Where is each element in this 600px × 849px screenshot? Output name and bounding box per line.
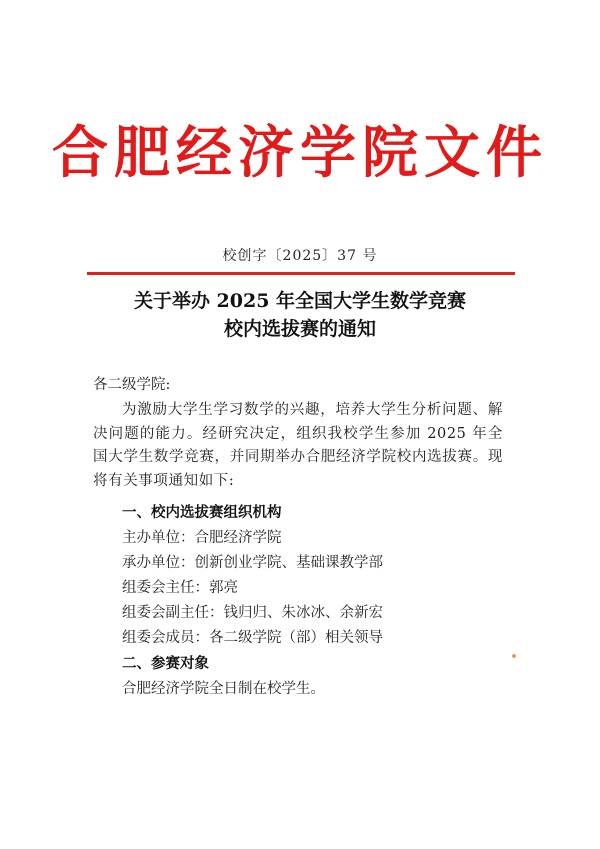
section-1-heading: 一、校内选拔赛组织机构 bbox=[122, 504, 282, 521]
co-organizer-line: 承办单位：创新创业学院、基础课教学部 bbox=[122, 555, 383, 571]
intro-paragraph: 为激励大学生学习数学的兴趣，培养大学生分析问题、解决问题的能力。经研究决定，组织我校学生参加 2025 年全国大学生数学竞赛，并同期举办合肥经济学院校内选拔赛。现将有关事项通知如下: bbox=[93, 402, 503, 489]
notice-title-line-2: 校内选拔赛的通知 bbox=[223, 318, 376, 340]
notice-title bbox=[0, 287, 600, 343]
document-masthead: 合肥经济学院文件 bbox=[52, 120, 548, 186]
red-separator-line bbox=[87, 272, 515, 275]
committee-members-line: 组委会成员：各二级学院（部）相关领导 bbox=[122, 630, 383, 646]
greeting: 各二级学院: bbox=[93, 377, 171, 393]
notice-title-line-1: 关于举办 2025 年全国大学生数学竞赛 bbox=[133, 290, 467, 312]
section-2-heading: 二、参赛对象 bbox=[122, 655, 209, 672]
scan-speck bbox=[512, 654, 516, 658]
participants-line: 合肥经济学院全日制在校学生。 bbox=[122, 681, 325, 697]
document-number: 校创字〔2025〕37 号 bbox=[222, 248, 378, 264]
organizer-line: 主办单位：合肥经济学院 bbox=[122, 530, 282, 546]
committee-chair-line: 组委会主任：郭亮 bbox=[122, 580, 238, 596]
committee-vice-chairs-line: 组委会副主任：钱归归、朱冰冰、余新宏 bbox=[122, 605, 383, 621]
